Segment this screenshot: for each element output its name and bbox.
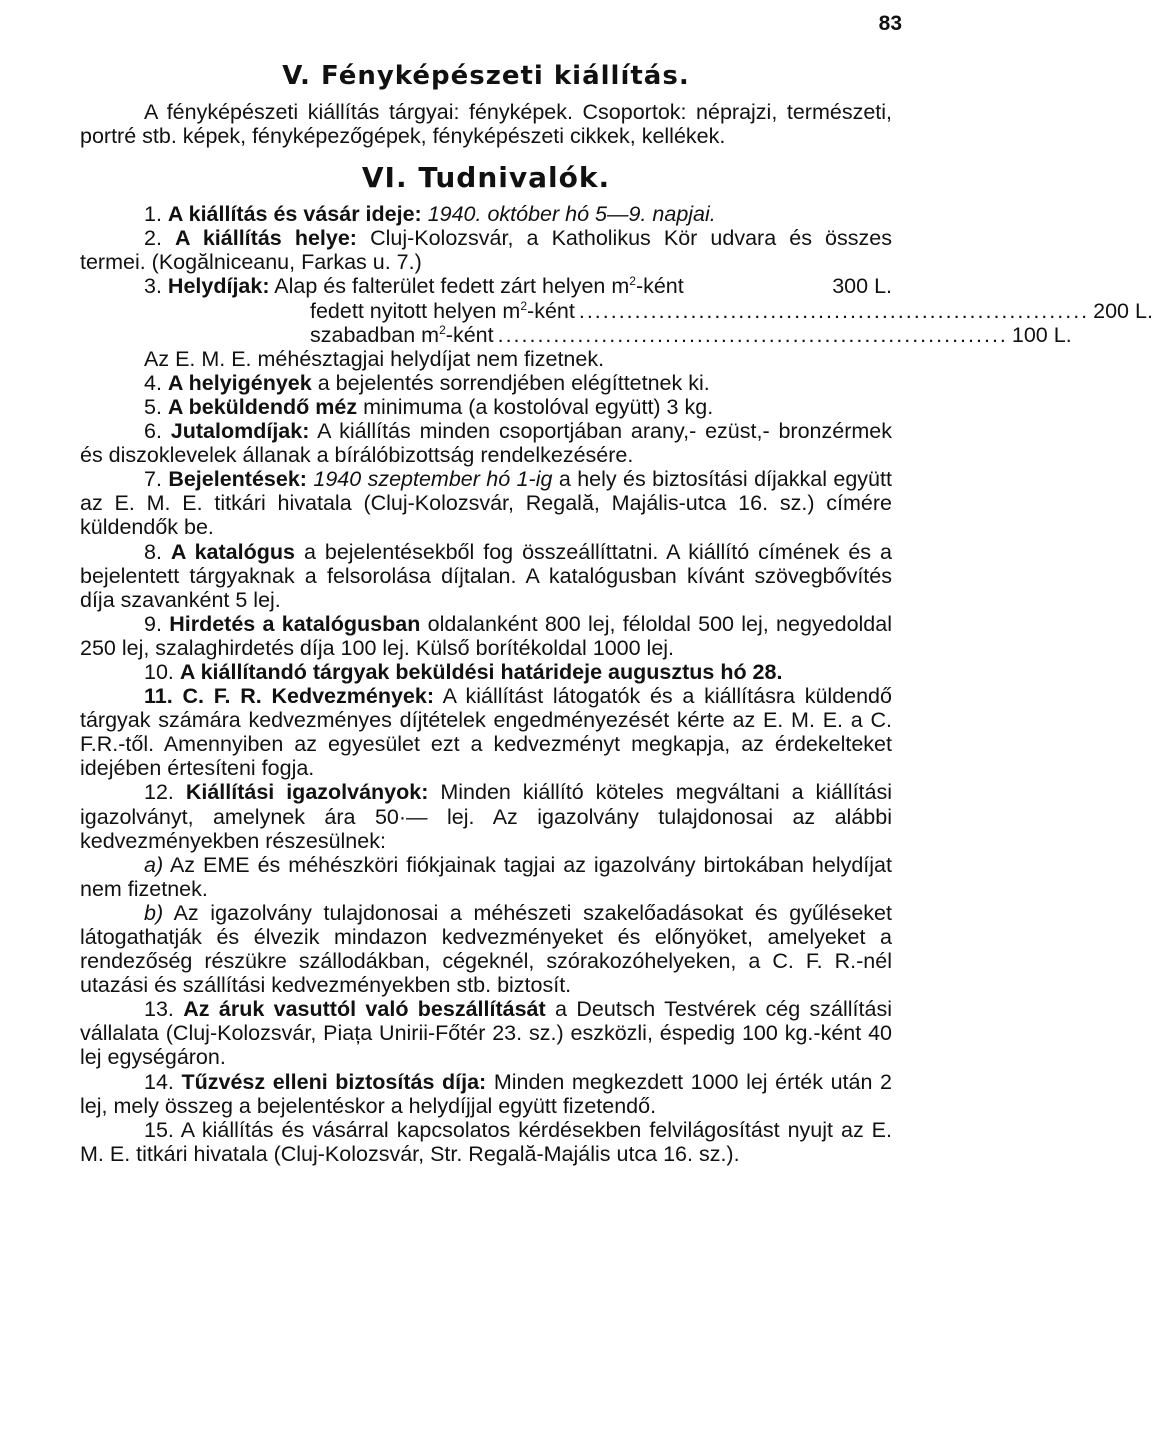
section-v-title: V. Fényképészeti kiállítás. [282,61,690,91]
fee-row-outdoor-sup: 2 [439,322,446,337]
item-2-text: Cluj-Kolozsvár, a Katholikus Kör udvara és összes termei. (Kogălniceanu, Farkas u. 7.) [80,226,892,275]
item-12-b [80,901,892,997]
item-7-number: 7. [144,467,162,492]
item-12-b-text: Az igazolvány tulajdonosai a méhészeti szakelőadásokat és gyűléseket látogathatják és élvezik mindazon kedvezményeket és előnyöket, amelyeket a rendezőség részükre szállodákban, cégeknél, szórakozóhelyeken, a C. F. R.-nél utazási és szállítási kedvezményekben stb. biztosít. [80,900,892,998]
item-9-label: Hirdetés a katalógusban [169,611,421,636]
item-14-text: Minden megkezdett 1000 lej érték után 2 lej, mely összeg a bejelentéskor a helydíjjal együtt fizetendő. [80,1069,892,1118]
item-15-number: 15. [144,1117,174,1142]
item-8-number: 8. [144,539,162,564]
item-5-number: 5. [144,394,162,419]
page-number: 83 [878,12,902,35]
item-9-text: oldalanként 800 lej, féloldal 500 lej, negyedoldal 250 lej, szalaghirdetés díja 100 lej. Külső borítékoldal 1000 lej. [80,611,892,660]
item-4-text: a bejelentés sorrendjében elégíttetnek ki. [317,370,710,395]
item-6-label: Jutalomdíjak: [170,419,310,444]
item-7 [80,467,892,539]
item-8-label: A katalógus [170,539,295,564]
item-11 [80,684,892,780]
fee-row-closed-sup: 2 [629,274,636,289]
item-3-label: Helydíjak: [167,274,270,299]
item-12-label: Kiállítási igazolványok: [185,780,429,805]
fee-row-outdoor-suffix: -ként [445,322,494,347]
fee-row-outdoor [80,322,1072,347]
item-10-label: A kiállítandó tárgyak beküldési határideje augusztus hó 28. [179,659,783,684]
fee-row-outdoor-amount: 100 L. [1011,322,1072,347]
item-6-text: A kiállítás minden csoportjában arany,- ezüst,- bronzérmek és diszoklevelek állanak a bírálóbizottság rendelkezésére. [80,419,892,468]
item-10-number: 10. [144,659,174,684]
item-4 [80,371,892,395]
item-13 [80,997,892,1069]
item-8-text: a bejelentésekből fog összeállíttatni. A kiállító címének és a bejelentett tárgyaknak a felsorolása díjtalan. A katalógusban kívánt szövegbővítés díja szavanként 5 lej. [80,539,892,612]
item-13-text: a Deutsch Testvérek cég szállítási vállalata (Cluj-Kolozsvár, Piața Unirii-Főtér 23. sz.) eszközli, éspedig 100 kg.-ként 40 lej egységáron. [80,997,892,1070]
item-11-label: Kedvezmények: [271,684,435,709]
item-12-a-text: Az EME és méhészköri fiókjainak tagjai az igazolvány birtokában helydíjat nem fizetnek. [80,852,892,901]
item-9-number: 9. [144,611,162,636]
item-12-text: Minden kiállító köteles megváltani a kiállítási igazolványt, amelynek ára 50·— lej. Az igazolvány tulajdonosai az alábbi kedvezményekben részesülnek: [80,780,893,853]
fee-row-outdoor-text: szabadban m [310,322,440,347]
item-13-number: 13. [144,997,174,1022]
fee-row-open-suffix: -ként [527,298,575,323]
item-1-text: 1940. október hó 5—9. napjai. [427,202,716,227]
section-vi-title: VI. Tudnivalók. [361,161,611,195]
item-7-text: a hely és biztosítási díjakkal együtt az E. M. E. titkári hivatala (Cluj-Kolozsvár, Regală, Majális-utca 16. sz.) címére küldendők be. [80,467,892,540]
item-6-number: 6. [144,419,162,444]
item-5-text: minimuma (a kostolóval együtt) 3 kg. [363,394,714,419]
item-13-label: Az áruk vasuttól való beszállítását [183,997,546,1022]
fee-row-closed [80,274,892,298]
item-4-number: 4. [144,370,162,395]
item-15 [80,1118,892,1166]
fee-row-closed-amount: 300 L. [832,274,892,299]
item-8 [80,540,892,612]
fee-row-closed-text: Alap és falterület fedett zárt helyen m [274,274,630,299]
fee-row-open-sup: 2 [520,298,528,313]
item-12-a-marker: a) [144,852,164,877]
item-1-label: A kiállítás és vásár ideje: [167,202,422,227]
fee-row-open-amount: 200 L. [1093,298,1153,323]
item-3-note: Az E. M. E. méhésztagjai helydíjat nem fizetnek. [144,346,605,371]
item-14 [80,1070,892,1118]
item-2-label: A kiállítás helye: [175,226,357,251]
item-2 [80,226,892,274]
fee-row-open-text: fedett nyitott helyen m [310,298,521,323]
item-6 [80,419,892,467]
item-12-number: 12. [144,780,174,805]
section-v-paragraph: A fényképészeti kiállítás tárgyai: fényképek. Csoportok: néprajzi, természeti, portré stb. képek, fényképezőgépek, fényképészeti cikkek, kellékek. [80,100,892,149]
leader-dots: ................................................................ [497,322,1008,347]
item-12-a [80,853,892,901]
fee-row-open [80,298,1153,323]
item-3-fee-table [80,274,1153,347]
item-15-text: A kiállítás és vásárral kapcsolatos kérdésekben felvilágosítást nyujt az E. M. E. titkári hivatala (Cluj-Kolozsvár, Str. Regală-Majális utca 16. sz.). [80,1117,892,1166]
item-10 [80,660,892,684]
item-3-number: 3. [144,274,162,299]
item-12 [80,780,892,852]
item-11-text: A kiállítást látogatók és a kiállításra küldendő tárgyak számára kedvezményes díjtételek engedményezését kérte az E. M. E. a C. F.R.-től. Amennyiben az egyesület ezt a kedvezményt megkapja, az érdekelteket idejében értesíteni fogja. [80,684,892,781]
item-9 [80,612,892,660]
item-5-label: A beküldendő méz [167,394,358,419]
leader-dots: ................................................................ [578,298,1090,323]
item-7-label: Bejelentések: [168,467,307,492]
item-4-label: A helyigények [167,370,312,395]
item-5 [80,395,892,419]
item-7-date: 1940 szeptember hó 1-ig [313,467,553,492]
item-1 [80,202,892,226]
item-2-number: 2. [144,226,162,251]
document-body [80,56,1153,1166]
item-1-number: 1. [144,202,162,227]
item-12-b-marker: b) [144,900,164,925]
item-14-label: Tűzvész elleni biztosítás díja: [181,1069,487,1094]
item-11-number: 11. C. F. R. [144,684,262,709]
fee-row-closed-suffix: -ként [635,274,684,299]
item-14-number: 14. [144,1069,174,1094]
